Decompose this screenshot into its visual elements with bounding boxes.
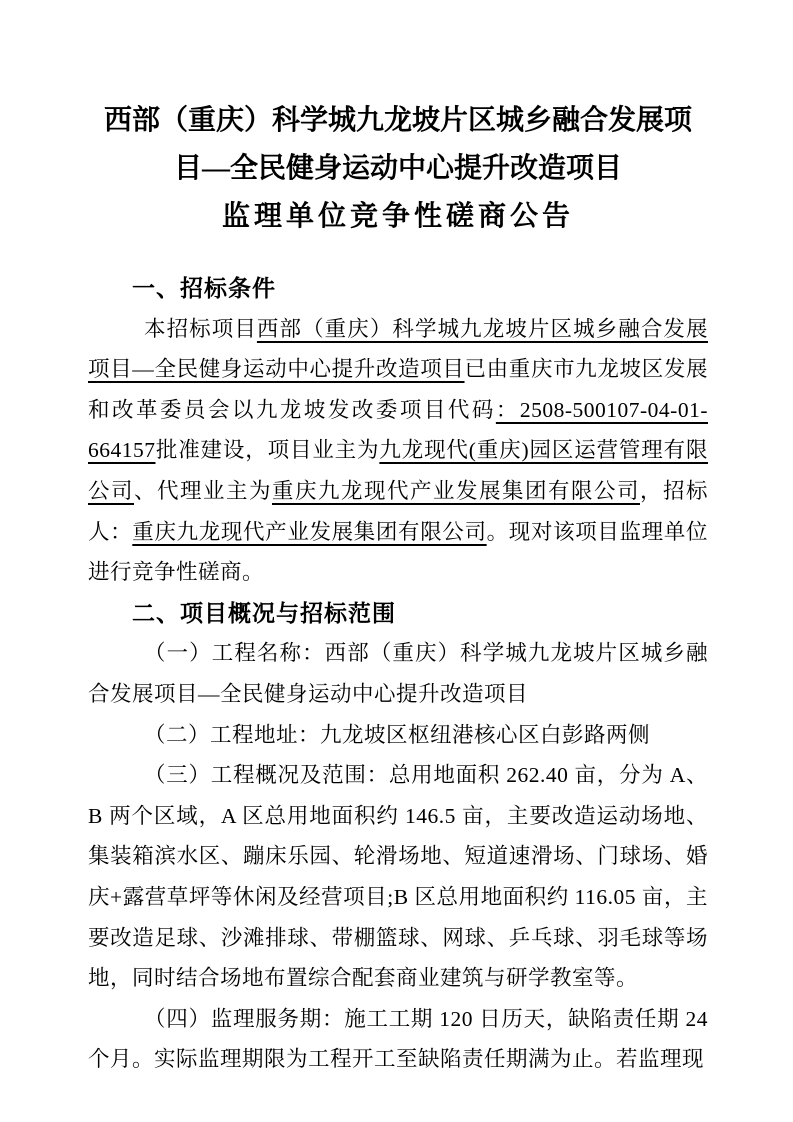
underlined-project-code: ：2508-500107-04-01-664157 (88, 397, 708, 463)
item-supervision-period: （四）监理服务期：施工工期 120 日历天，缺陷责任期 24 个月。实际监理期限为工程开工至缺陷责任期满为止。若监理现 (88, 1006, 708, 1072)
title-line-1: 西部（重庆）科学城九龙坡片区城乡融合发展项 (103, 105, 692, 136)
document-title (88, 97, 708, 241)
underlined-tenderer-name: 重庆九龙现代产业发展集团有限公司 (132, 519, 487, 544)
title-line-3: 监理单位竞争性磋商公告 (221, 201, 574, 232)
underlined-owner-name: 九龙现代(重庆)园区运营管理有限公司 (88, 438, 708, 503)
underlined-agent-owner-name: 重庆九龙现代产业发展集团有限公司 (272, 478, 640, 503)
title-line-2: 目—全民健身运动中心提升改造项目 (173, 153, 622, 184)
item-project-address: （二）工程地址：九龙坡区枢纽港核心区白彭路两侧 (144, 722, 651, 747)
text-run: ，招标人： (88, 478, 708, 544)
item-project-name: （一）工程名称：西部（重庆）科学城九龙坡片区城乡融合发展项目—全民健身运动中心提升改造项目 (88, 641, 708, 706)
section-heading-tender-conditions: 一、招标条件 (132, 275, 276, 301)
text-run: 。现对该项目监理单位进行竞争性磋商。 (88, 519, 708, 585)
text-run: 批准建设，项目业主为 (155, 438, 380, 463)
text-run: 已由重庆市九龙坡区发展和改革委员会以九龙坡发改委项目代码 (88, 357, 708, 422)
underlined-project-name: 西部（重庆）科学城九龙坡片区城乡融合发展项目—全民健身运动中心提升改造项目 (88, 316, 708, 382)
section-heading-project-overview: 二、项目概况与招标范围 (132, 599, 396, 626)
item-project-scope: （三）工程概况及范围：总用地面积 262.40 亩，分为 A、B 两个区域，A 区总用地面积约 146.5 亩，主要改造运动场地、集装箱滨水区、蹦床乐园、轮滑场地、短道速滑场、门球场、婚庆+露营草坪等休闲及经营项目;B 区总用地面积约 116.05 亩，主要改造足球、沙滩排球、带棚篮球、网球、乒乓球、羽毛球等场地，同时结合场地布置综合配套商业建筑与研学教室等。 (88, 763, 708, 991)
tender-conditions-paragraph (88, 309, 708, 593)
text-run: 本招标项目 (144, 316, 257, 341)
text-run: 、代理业主为 (134, 478, 272, 503)
